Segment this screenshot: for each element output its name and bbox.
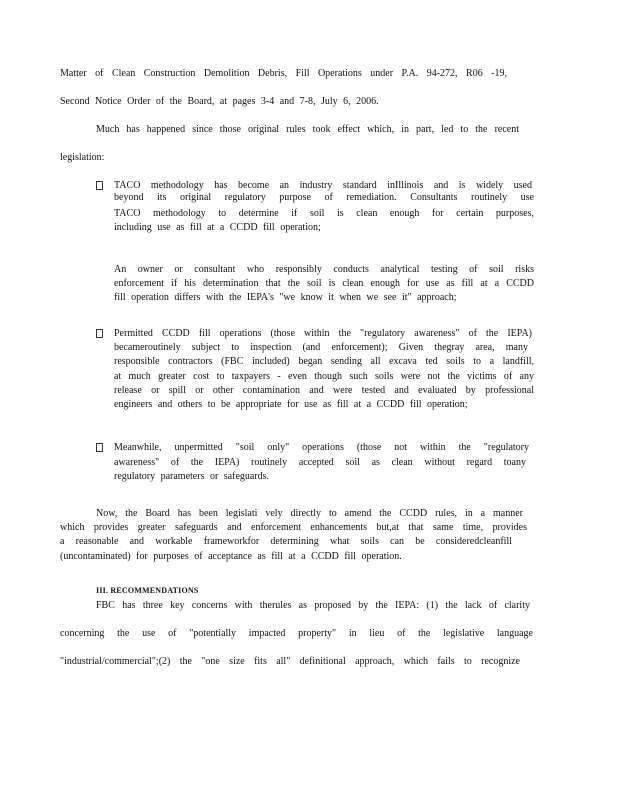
bullet1-line-3: TACO methodology to determine if soil is clean enough for certain purposes, bbox=[114, 208, 534, 219]
owner-line-3: fill operation differs with the IEPA's "we know it when we see it" approach; bbox=[114, 292, 457, 303]
citation-line-1: Matter of Clean Construction Demolition Debris, Fill Operations under P.A. 94-272, R06 -19, bbox=[60, 68, 507, 79]
bullet3-line-3: regulatory parameters or safeguards. bbox=[114, 471, 270, 482]
bullet2-line-3: responsible contractors (FBC included) began sending all excava ted soils to a landfill, bbox=[114, 356, 534, 367]
bullet2-line-2: becameroutinely subject to inspection (and enforcement); Given thegray area, many bbox=[114, 342, 528, 353]
bullet3-line-1: Meanwhile, unpermitted "soil only" operations (those not within the "regulatory bbox=[114, 442, 529, 453]
owner-line-1: An owner or consultant who responsibly conducts analytical testing of soil risks bbox=[114, 264, 534, 275]
intro-line-1: Much has happened since those original rules took effect which, in part, led to the recent bbox=[96, 124, 519, 135]
owner-line-2: enforcement if his determination that the soil is clean enough for use as fill at a CCDD bbox=[114, 278, 534, 289]
bullet-icon bbox=[96, 181, 103, 190]
board-line-4: (uncontaminated) for purposes of acceptance as fill at a CCDD fill operation. bbox=[60, 551, 402, 562]
bullet-icon bbox=[96, 329, 103, 338]
bullet-icon bbox=[96, 443, 103, 452]
bullet3-line-2: awareness" of the IEPA) routinely accepted soil as clean without regard toany bbox=[114, 457, 526, 468]
bullet1-line-4: including use as fill at a CCDD fill operation; bbox=[114, 222, 321, 233]
board-line-1: Now, the Board has been legislati vely directly to amend the CCDD rules, in a manner bbox=[96, 508, 523, 519]
bullet2-line-6: engineers and others to be appropriate for use as fill at a CCDD fill operation; bbox=[114, 399, 468, 410]
section-heading: III. RECOMMENDATIONS bbox=[96, 586, 199, 595]
bullet1-line-2: beyond its original regulatory purpose of remediation. Consultants routinely use bbox=[114, 192, 534, 203]
bullet2-line-1: Permitted CCDD fill operations (those within the "regulatory awareness" of the IEPA) bbox=[114, 328, 532, 339]
citation-line-2: Second Notice Order of the Board, at pages 3-4 and 7-8, July 6, 2006. bbox=[60, 96, 379, 107]
concerns-line-3: "industrial/commercial";(2) the "one size fits all" definitional approach, which fails to recognize bbox=[60, 656, 520, 667]
concerns-line-2: concerning the use of "potentially impacted property" in lieu of the legislative language bbox=[60, 628, 533, 639]
bullet2-line-5: release or spill or other contamination and were tested and evaluated by professional bbox=[114, 385, 534, 396]
intro-line-2: legislation: bbox=[60, 152, 105, 163]
board-line-2: which provides greater safeguards and enforcement enhancements but,at that same time, provides bbox=[60, 522, 527, 533]
bullet2-line-4: at much greater cost to taxpayers - even though such soils were not the victims of any bbox=[114, 371, 534, 382]
bullet1-line-1: TACO methodology has become an industry standard inIllinois and is widely used bbox=[114, 180, 532, 191]
board-line-3: a reasonable and workable frameworkfor determining what soils can be consideredcleanfill bbox=[60, 536, 512, 547]
concerns-line-1: FBC has three key concerns with therules as proposed by the IEPA: (1) the lack of clarity bbox=[96, 600, 530, 611]
